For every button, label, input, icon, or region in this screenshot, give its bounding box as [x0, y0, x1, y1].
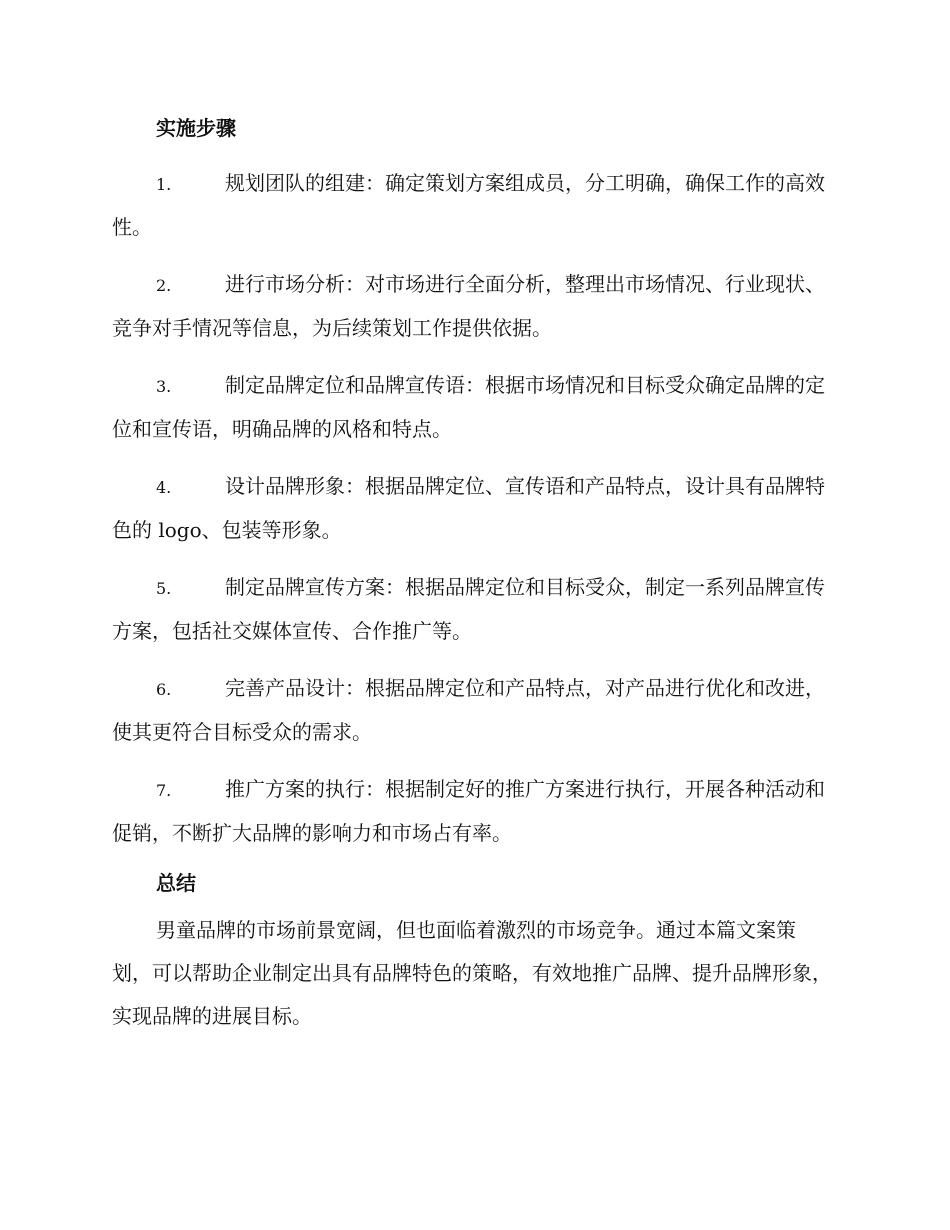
step-number: 2.: [156, 276, 172, 295]
step-text: 设计品牌形象：根据品牌定位、宣传语和产品特点，设计具有品牌特色的 logo、包装等形象。: [112, 474, 825, 542]
step-item-5: [112, 566, 832, 653]
step-item-7: [112, 768, 832, 855]
step-number: 3.: [156, 377, 172, 396]
step-number: 1.: [156, 175, 172, 194]
section-heading-implementation-steps: 实施步骤: [156, 116, 236, 140]
summary-paragraph: 男童品牌的市场前景宽阔，但也面临着激烈的市场竞争。通过本篇文案策划，可以帮助企业制定出具有品牌特色的策略，有效地推广品牌、提升品牌形象，实现品牌的进展目标。: [112, 918, 832, 1028]
step-number: 4.: [156, 478, 172, 497]
step-text: 制定品牌定位和品牌宣传语：根据市场情况和目标受众确定品牌的定位和宣传语，明确品牌的风格和特点。: [112, 373, 825, 441]
step-text: 推广方案的执行：根据制定好的推广方案进行执行，开展各种活动和促销，不断扩大品牌的影响力和市场占有率。: [112, 777, 825, 845]
section-heading-summary: 总结: [156, 871, 196, 895]
step-item-1: [112, 162, 832, 249]
step-item-4: [112, 465, 832, 552]
step-item-6: [112, 667, 832, 754]
step-number: 7.: [156, 781, 172, 800]
step-text: 规划团队的组建：确定策划方案组成员，分工明确，确保工作的高效性。: [112, 171, 825, 239]
step-text: 制定品牌宣传方案：根据品牌定位和目标受众，制定一系列品牌宣传方案，包括社交媒体宣传、合作推广等。: [112, 575, 825, 643]
step-text: 完善产品设计：根据品牌定位和产品特点，对产品进行优化和改进，使其更符合目标受众的需求。: [112, 676, 825, 744]
document-body: [112, 108, 832, 1038]
step-number: 6.: [156, 680, 172, 699]
step-item-2: [112, 263, 832, 350]
step-number: 5.: [156, 579, 172, 598]
step-text: 进行市场分析：对市场进行全面分析，整理出市场情况、行业现状、竞争对手情况等信息，为后续策划工作提供依据。: [112, 272, 825, 340]
step-item-3: [112, 364, 832, 451]
